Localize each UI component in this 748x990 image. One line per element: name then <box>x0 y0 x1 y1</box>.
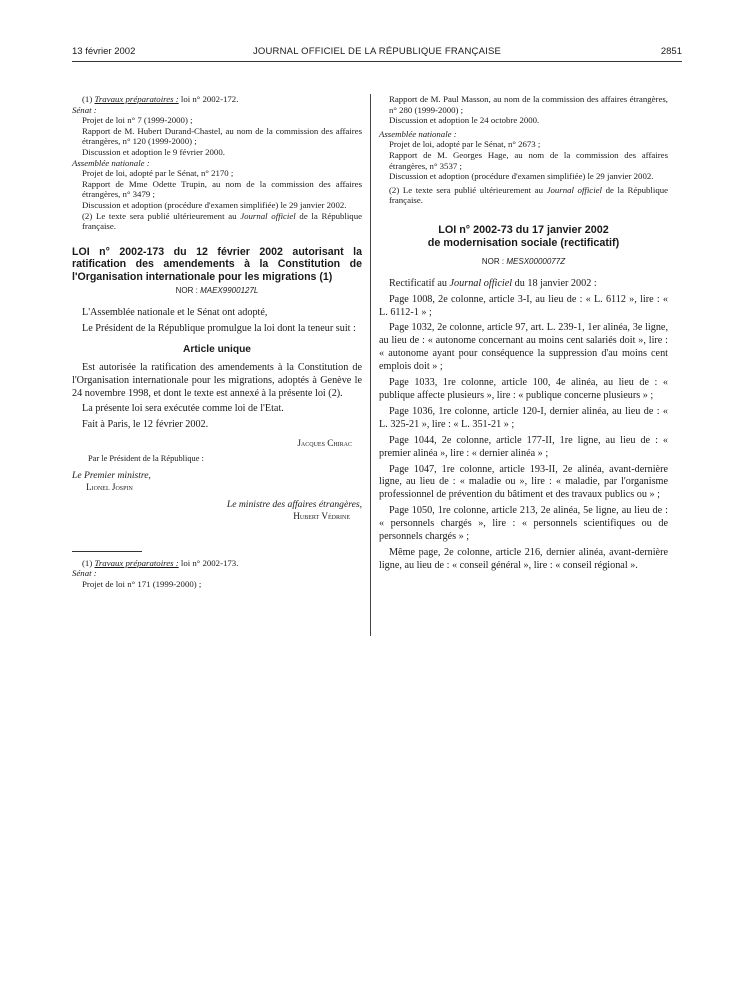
page-number: 2851 <box>660 46 682 57</box>
intro-1: L'Assemblée nationale et le Sénat ont adopté, <box>82 306 268 318</box>
right-footnote-2-post: de la République française. <box>389 184 669 206</box>
right-nor-code: MESX0000077Z <box>506 257 566 267</box>
mae-title: Le ministre des affaires étrangères, <box>226 499 362 511</box>
rectificatif-intro-pre: Rectificatif au <box>389 277 447 289</box>
execution-clause: La présente loi sera exécutée comme loi de l'Etat. <box>82 403 284 415</box>
rectificatif-intro <box>379 278 668 291</box>
column-divider <box>370 94 371 636</box>
rectificatif-intro-post: du 18 janvier 2002 : <box>514 277 597 289</box>
correction-3: Page 1033, 1re colonne, article 100, 4e alinéa, au lieu de : « publique affecte plusieurs », lire : « publique concerne plusieurs » ; <box>379 377 668 401</box>
footnotes-bottom <box>72 558 362 590</box>
fait-a-paris: Fait à Paris, le 12 février 2002. <box>82 419 209 431</box>
right-assemblee-item-2: Rapport de M. Georges Hage, au nom de la commission des affaires étrangères, n° 3537 ; <box>389 149 668 171</box>
right-assemblee-item-3: Discussion et adoption (procédure d'examen simplifiée) le 29 janvier 2002. <box>389 171 654 182</box>
header-rule <box>72 61 682 62</box>
right-assemblee-item-1: Projet de loi, adopté par le Sénat, n° 2673 ; <box>389 139 541 150</box>
senat-label: Sénat : <box>72 104 97 115</box>
footnote-rule <box>72 551 142 552</box>
bottom-footnote-label: Travaux préparatoires : <box>94 557 179 568</box>
senat-item-1: Projet de loi n° 7 (1999-2000) ; <box>82 115 193 126</box>
senat-item-2: Rapport de M. Hubert Durand-Chastel, au nom de la commission des affaires étrangères, n° 120 (1999-2000) ; <box>82 125 362 147</box>
correction-5: Page 1044, 2e colonne, article 177-II, 1re ligne, au lieu de : « premier alinéa », lire : « dernier alinéa » ; <box>379 434 668 459</box>
right-nor-line <box>379 256 668 268</box>
footnote-number: (1) <box>82 94 93 104</box>
rectificatif-title <box>379 224 668 249</box>
correction-1: Page 1008, 2e colonne, article 3-I, au lieu de : « L. 6112 », lire : « L. 6112-1 » ; <box>379 293 668 318</box>
correction-6: Page 1047, 1re colonne, article 193-II, 2e alinéa, avant-dernière ligne, au lieu de : « maladie ou », lire : « maladie, par l'organisme professionnel de prévention du bâtiment et des travaux publics ou » ; <box>379 463 668 501</box>
pm-name: Lionel Jospin <box>86 481 133 492</box>
bottom-footnote-1 <box>72 558 362 569</box>
bottom-senat-item-1: Projet de loi n° 171 (1999-2000) ; <box>82 578 202 589</box>
article-heading: Article unique <box>183 344 251 356</box>
nor-label: NOR : <box>175 286 198 296</box>
mae-name: Hubert Védrine <box>293 510 350 521</box>
footnote-1 <box>72 94 362 105</box>
rectificatif-title-line-1: LOI n° 2002-73 du 17 janvier 2002 <box>438 223 609 236</box>
intro-2: Le Président de la République promulgue la loi dont la teneur suit : <box>82 322 356 334</box>
bottom-senat-label: Sénat : <box>72 568 97 579</box>
right-footnotes <box>379 94 668 206</box>
signature-president: Jacques Chirac <box>297 437 352 448</box>
correction-8: Même page, 2e colonne, article 216, dernier alinéa, avant-dernière ligne, au lieu de : « conseil général », lire : « conseil régional ». <box>379 546 668 571</box>
bottom-footnote-number: (1) <box>82 557 93 568</box>
header-date: 13 février 2002 <box>72 46 136 57</box>
assemblee-item-2: Rapport de Mme Odette Trupin, au nom de la commission des affaires étrangères, n° 3479 ; <box>82 178 362 200</box>
nor-code: MAEX9900127L <box>200 286 259 296</box>
footnote-2-post: de la République française. <box>82 210 363 232</box>
right-column <box>379 94 668 576</box>
footnote-label: Travaux préparatoires : <box>94 94 179 104</box>
right-nor-label: NOR : <box>481 257 505 267</box>
assemblee-item-3: Discussion et adoption (procédure d'examen simplifiée) le 29 janvier 2002. <box>82 199 347 210</box>
correction-2: Page 1032, 2e colonne, article 97, art. L. 239-1, 1er alinéa, 3e ligne, au lieu de : « autonome concernant au moins cent salariés doit », lire : « autonome ayant pour conséquence la suppression d'au moins cent emplois doit » ; <box>379 322 668 373</box>
loi-title: LOI n° 2002-173 du 12 février 2002 autorisant la ratification des amendements à la Constitution de l'Organisation internationale pour les migrations (1) <box>72 245 362 283</box>
right-footnote-2 <box>379 185 668 206</box>
footnote-2-journal: Journal officiel <box>240 210 296 221</box>
footnotes-top <box>72 94 362 232</box>
correction-4: Page 1036, 1re colonne, article 120-I, dernier alinéa, au lieu de : « L. 325-21 », lire : « L. 351-21 » ; <box>379 405 668 430</box>
right-footnote-2-journal: Journal officiel <box>546 184 602 195</box>
correction-7: Page 1050, 1re colonne, article 213, 2e alinéa, 5e ligne, au lieu de : « personnels chargés », lire : « personnels scientifiques ou de personnels chargés » ; <box>379 505 668 543</box>
nor-line <box>72 285 362 297</box>
par-le-president: Par le Président de la République : <box>88 453 204 463</box>
page-header <box>72 46 682 60</box>
rectificatif-title-line-2: de modernisation sociale (rectificatif) <box>427 236 620 249</box>
footnote-text: loi n° 2002-172. <box>180 94 239 104</box>
article-text: Est autorisée la ratification des amendements à la Constitution de l'Organisation internationale pour les migrations, adoptés à Genève le 24 novembre 1998, et dont le texte est annexé à la présente loi (2). <box>72 362 362 399</box>
senat-item-3: Discussion et adoption le 9 février 2000. <box>82 146 225 157</box>
assemblee-label: Assemblée nationale : <box>72 157 150 168</box>
loi-body <box>72 307 362 432</box>
rectificatif-intro-journal: Journal officiel <box>449 277 513 289</box>
right-footnote-2-pre: (2) Le texte sera publié ultérieurement au <box>389 184 543 195</box>
left-column <box>72 94 362 589</box>
footnote-2-pre: (2) Le texte sera publié ultérieurement au <box>82 210 237 221</box>
assemblee-item-1: Projet de loi, adopté par le Sénat, n° 2170 ; <box>82 168 234 179</box>
right-senat-item-3: Discussion et adoption le 24 octobre 2000. <box>389 115 540 126</box>
right-senat-item-2: Rapport de M. Paul Masson, au nom de la commission des affaires étrangères, n° 280 (1999-2000) ; <box>389 94 668 115</box>
journal-title: JOURNAL OFFICIEL DE LA RÉPUBLIQUE FRANÇAISE <box>252 46 502 57</box>
right-assemblee-label: Assemblée nationale : <box>379 128 457 139</box>
bottom-footnote-text: loi n° 2002-173. <box>180 557 239 568</box>
footnote-2 <box>72 211 362 232</box>
pm-title: Le Premier ministre, <box>72 470 151 482</box>
